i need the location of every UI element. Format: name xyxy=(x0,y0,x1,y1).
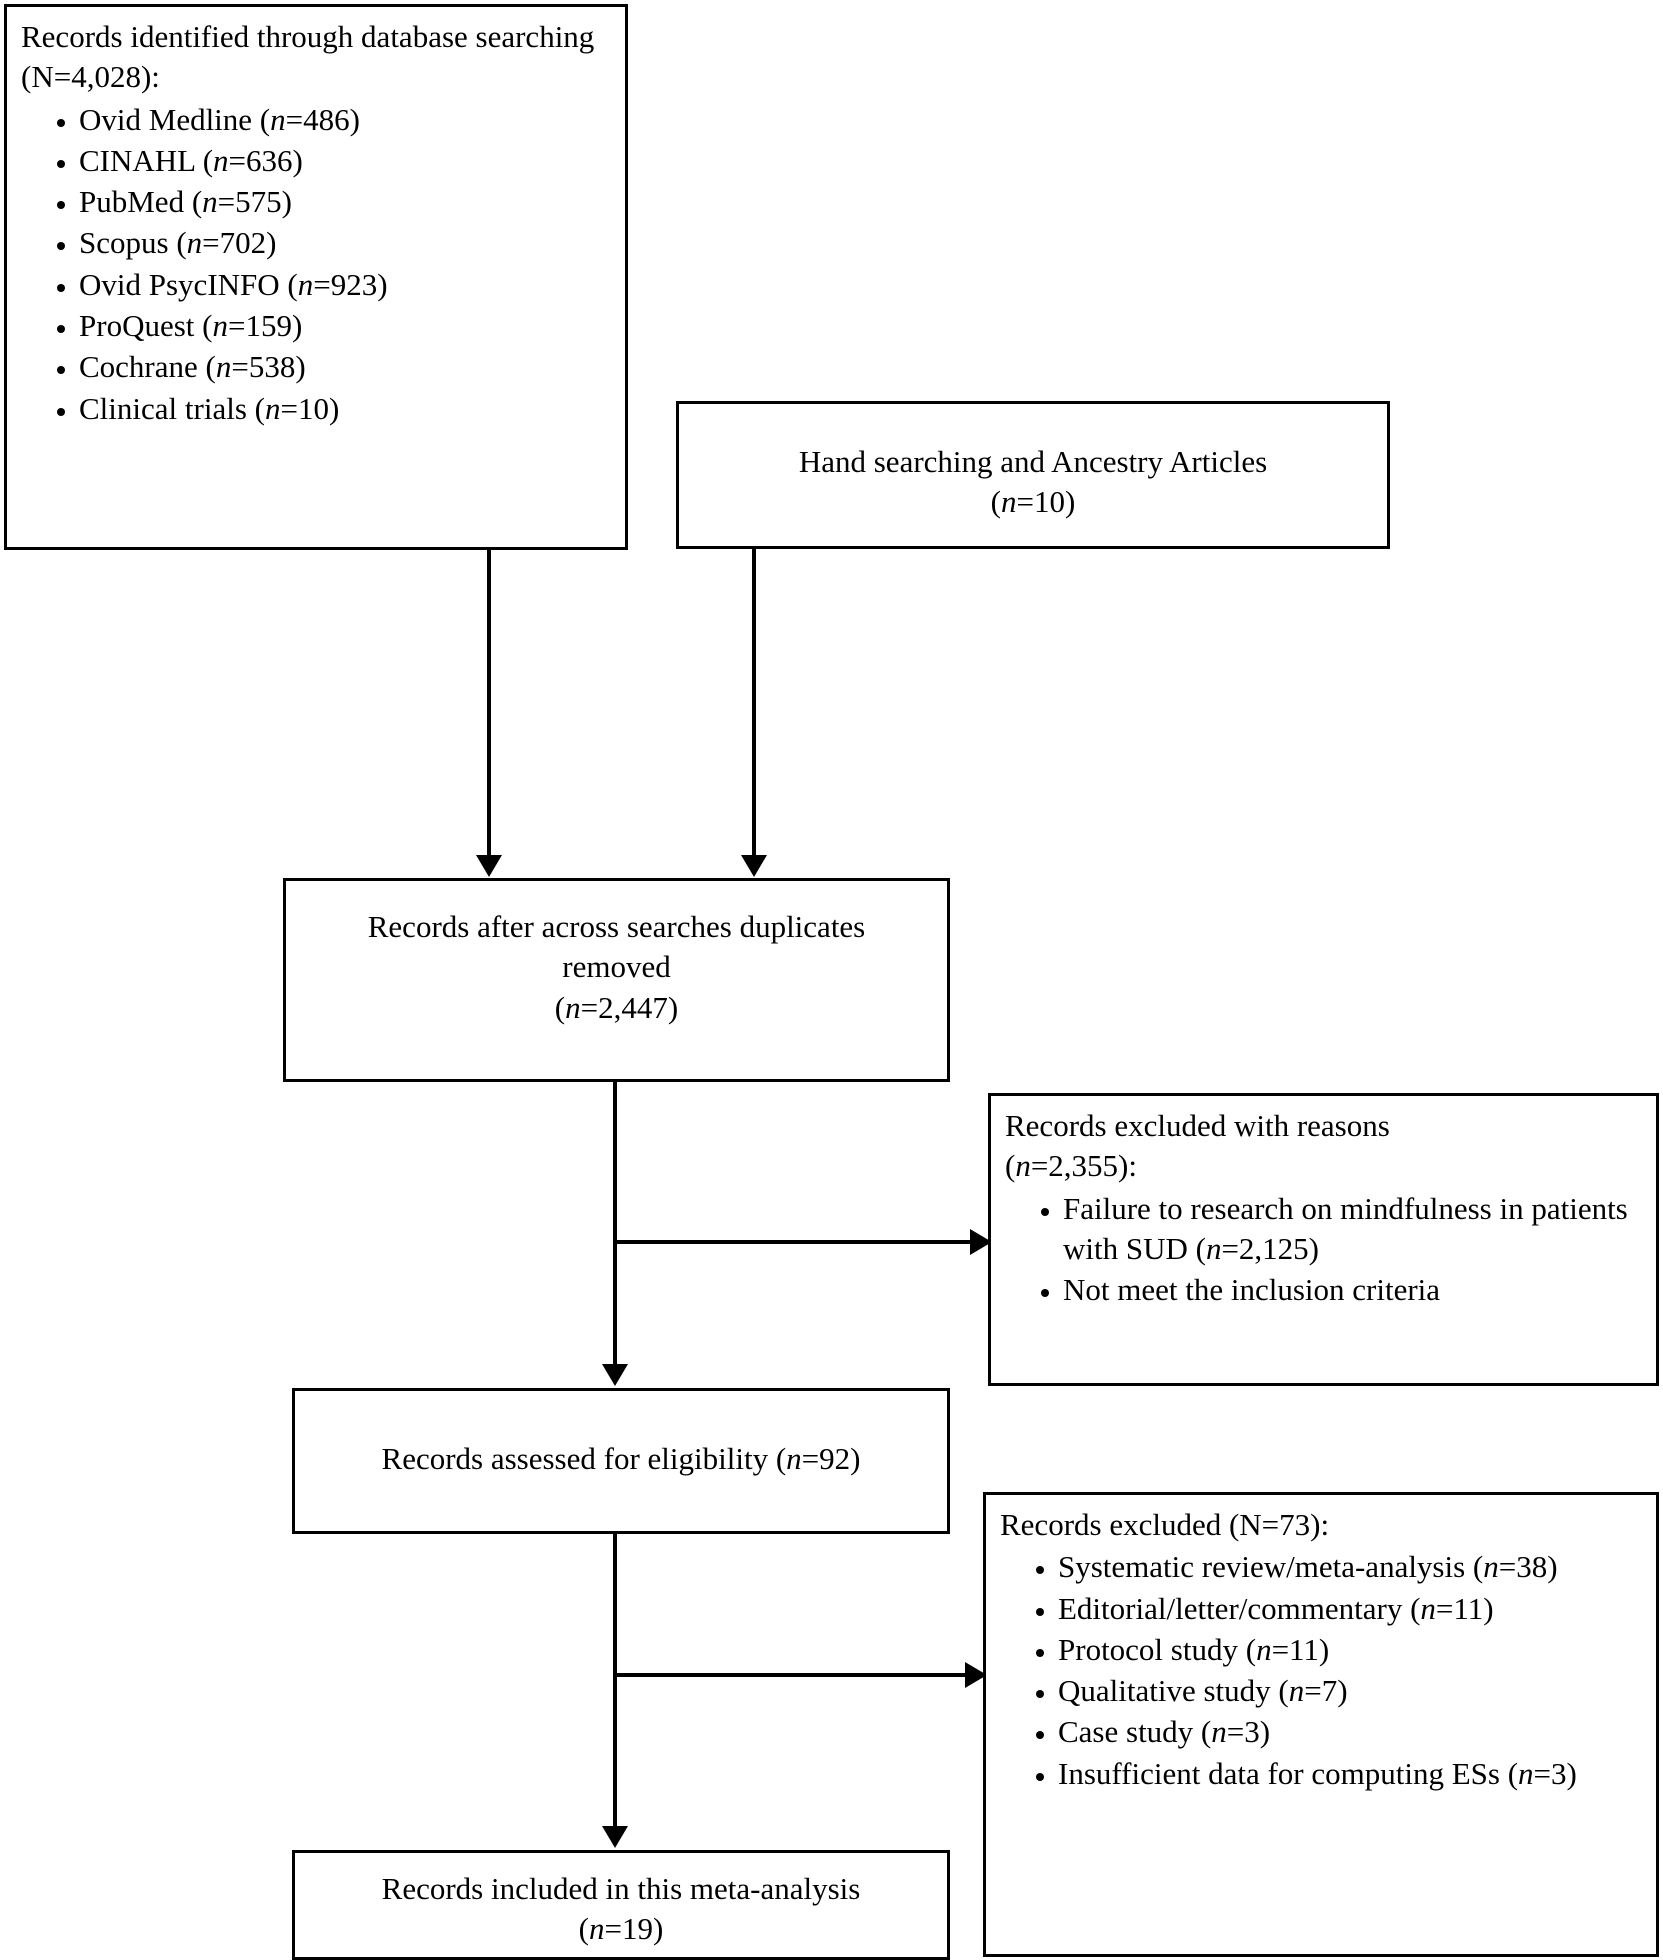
hand-searching-line2: (n=10) xyxy=(990,484,1076,520)
records-included-line1: Records included in this meta-analysis xyxy=(381,1871,861,1906)
records-included-line2: (n=19) xyxy=(578,1911,664,1947)
list-item: • Insufficient data for computing ESs (n=3) xyxy=(1058,1754,1642,1795)
arrow-head-eligibility-to-included xyxy=(602,1826,628,1848)
arrow-line-db-to-duplicates xyxy=(487,550,491,862)
list-item: • Failure to research on mindfulness in patients with SUD (n=2,125) xyxy=(1063,1189,1642,1271)
box-records-excluded-reasons xyxy=(988,1093,1659,1386)
arrow-head-duplicates-to-eligibility xyxy=(602,1364,628,1386)
duplicates-removed-line3: (n=2,447) xyxy=(554,989,679,1025)
excluded-73-list xyxy=(1000,1547,1642,1795)
list-item: • Cochrane (n=538) xyxy=(79,347,611,388)
records-included-content xyxy=(295,1853,947,1960)
excluded-73-heading: Records excluded (N=73): xyxy=(1000,1507,1330,1542)
box-assessed-eligibility xyxy=(292,1388,950,1534)
excluded-reasons-list xyxy=(1005,1189,1642,1312)
hand-searching-line1: Hand searching and Ancestry Articles xyxy=(798,444,1268,479)
list-item: • Scopus (n=702) xyxy=(79,223,611,264)
arrow-line-to-excluded-73 xyxy=(613,1673,977,1677)
list-item: • Systematic review/meta-analysis (n=38) xyxy=(1058,1547,1642,1588)
box-records-included xyxy=(292,1850,950,1960)
list-item: • Qualitative study (n=7) xyxy=(1058,1671,1642,1712)
hand-searching-content xyxy=(679,404,1387,533)
assessed-eligibility-content xyxy=(295,1391,947,1489)
excluded-73-content xyxy=(986,1495,1656,1805)
excluded-reasons-content xyxy=(991,1096,1656,1321)
arrow-head-db-to-duplicates xyxy=(476,855,502,877)
excluded-reasons-heading: Records excluded with reasons (n=2,355): xyxy=(1005,1108,1390,1184)
database-searching-content xyxy=(7,7,625,440)
arrow-line-hand-to-duplicates xyxy=(752,549,756,862)
list-item: • Ovid Medline (n=486) xyxy=(79,100,611,141)
database-searching-list xyxy=(21,100,611,430)
list-item: • Ovid PsycINFO (n=923) xyxy=(79,265,611,306)
list-item: • ProQuest (n=159) xyxy=(79,306,611,347)
box-records-excluded-73 xyxy=(983,1492,1659,1957)
duplicates-removed-line2: removed xyxy=(562,949,671,985)
arrow-line-duplicates-to-eligibility xyxy=(613,1082,617,1371)
box-database-searching xyxy=(4,4,628,550)
list-item: • CINAHL (n=636) xyxy=(79,141,611,182)
arrow-head-hand-to-duplicates xyxy=(741,855,767,877)
duplicates-removed-line1: Records after across searches duplicates xyxy=(367,909,866,944)
arrow-line-eligibility-to-included xyxy=(613,1534,617,1834)
assessed-eligibility-line1: Records assessed for eligibility (n=92) xyxy=(381,1441,861,1476)
list-item: • PubMed (n=575) xyxy=(79,182,611,223)
box-hand-searching xyxy=(676,401,1390,549)
database-searching-heading: Records identified through database searching (N=4,028): xyxy=(21,19,595,95)
arrow-line-to-excluded-reasons xyxy=(613,1240,982,1244)
list-item: • Clinical trials (n=10) xyxy=(79,389,611,430)
list-item: • Editorial/letter/commentary (n=11) xyxy=(1058,1589,1642,1630)
duplicates-removed-content xyxy=(286,881,947,1038)
list-item: • Not meet the inclusion criteria xyxy=(1063,1270,1642,1311)
box-duplicates-removed xyxy=(283,878,950,1082)
list-item: • Protocol study (n=11) xyxy=(1058,1630,1642,1671)
list-item: • Case study (n=3) xyxy=(1058,1712,1642,1753)
